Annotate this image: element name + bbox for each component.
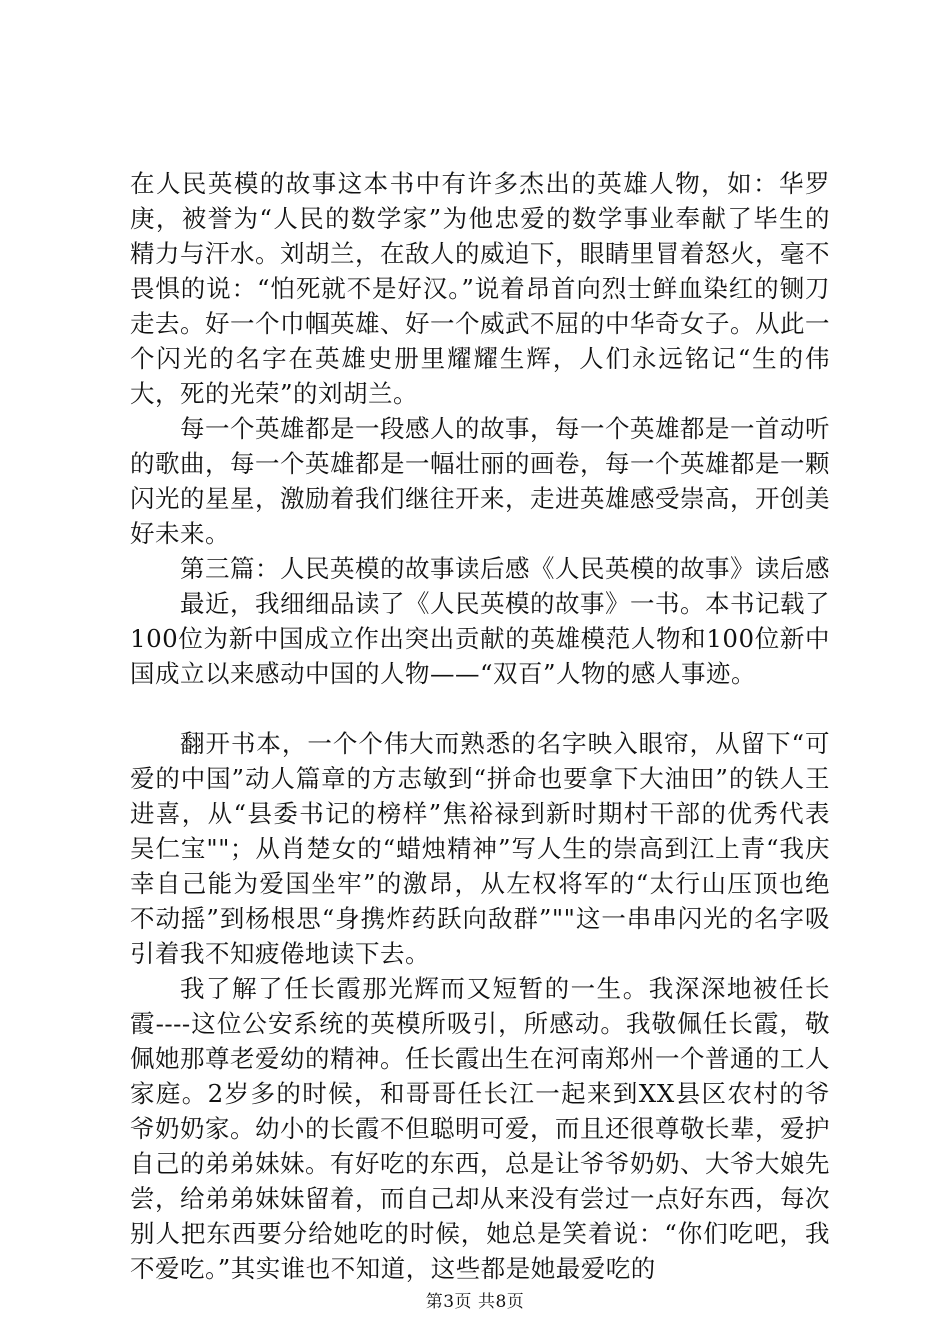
paragraph-ren-changxia: 我了解了任长霞那光辉而又短暂的一生。我深深地被任长霞----这位公安系统的英模所吸引，所感动。我敬佩任长霞，敬佩她那尊老爱幼的精神。任长霞出生在河南郑州一个普通的工人家庭。2岁多的时候，和哥哥任长江一起来到XX县区农村的爷爷奶奶家。幼小的长霞不但聪明可爱，而且还很尊敬长辈，爱护自己的弟弟妹妹。有好吃的东西，总是让爷爷奶奶、大爷大娘先尝，给弟弟妹妹留着，而自己却从来没有尝过一点好东西，每次别人把东西要分给她吃的时候，她总是笑着说：“你们吃吧，我不爱吃。”其实谁也不知道，这些都是她最爱吃的 — [130, 974, 830, 1283]
paragraph-heroes-summary: 每一个英雄都是一段感人的故事，每一个英雄都是一首动听的歌曲，每一个英雄都是一幅壮丽的画卷，每一个英雄都是一颗闪光的星星，激励着我们继往开来，走进英雄感受崇高，开创美好未来。 — [130, 414, 830, 548]
paragraph-book-intro: 最近，我细细品读了《人民英模的故事》一书。本书记载了100位为新中国成立作出突出贡献的英雄模范人物和100位新中国成立以来感动中国的人物——“双百”人物的感人事迹。 — [130, 589, 830, 688]
paragraph-heroes-intro: 在人民英模的故事这本书中有许多杰出的英雄人物，如：华罗庚，被誉为“人民的数学家”为他忠爱的数学事业奉献了毕生的精力与汗水。刘胡兰，在敌人的威迫下，眼睛里冒着怒火，毫不畏惧的说：“怕死就不是好汉。”说着昂首向烈士鲜血染红的铡刀走去。好一个巾帼英雄、好一个威武不屈的中华奇女子。从此一个闪光的名字在英雄史册里耀耀生辉，人们永远铭记“生的伟大，死的光荣”的刘胡兰。 — [130, 169, 830, 408]
paragraph-names: 翻开书本，一个个伟大而熟悉的名字映入眼帘，从留下“可爱的中国”动人篇章的方志敏到“拼命也要拿下大油田”的铁人王进喜，从“县委书记的榜样”焦裕禄到新时期村干部的优秀代表吴仁宝""；从肖楚女的“蜡烛精神”写人生的崇高到江上青“我庆幸自己能为爱国坐牢”的激昂，从左权将军的“太行山压顶也绝不动摇”到杨根思“身携炸药跃向敌群”""这一串串闪光的名字吸引着我不知疲倦地读下去。 — [130, 729, 830, 968]
paragraph-spacer — [130, 691, 830, 726]
page-footer: 第3页 共8页 — [425, 1292, 525, 1312]
document-body — [130, 166, 830, 1286]
section-heading: 第三篇：人民英模的故事读后感《人民英模的故事》读后感 — [180, 554, 830, 583]
